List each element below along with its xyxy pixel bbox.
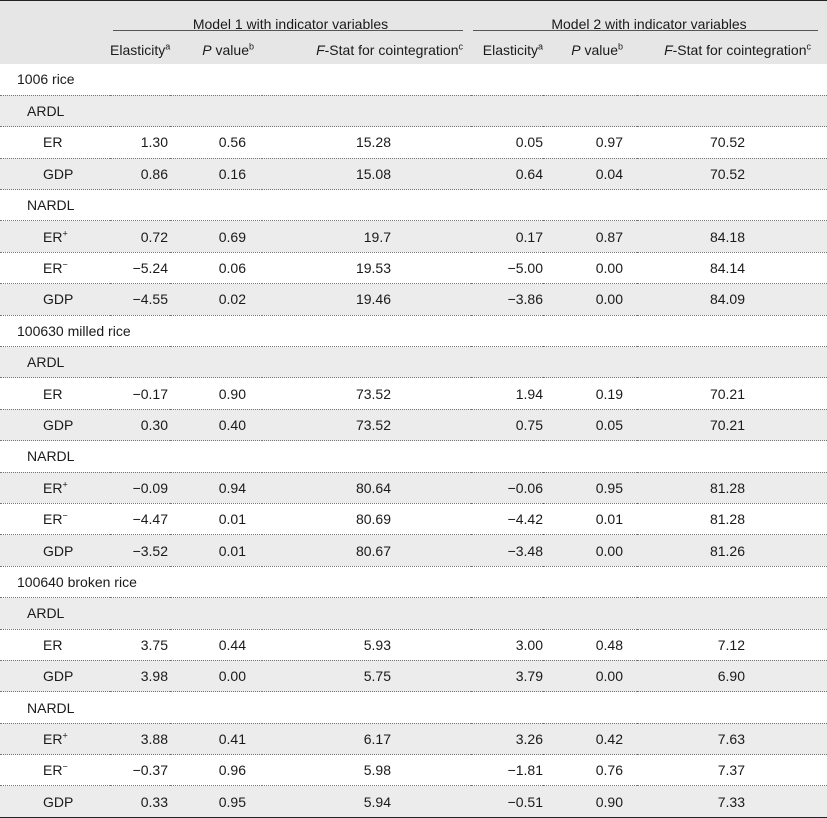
variable-cell xyxy=(0,252,110,283)
m2-p-value-cell: 0.05 xyxy=(543,409,637,440)
col-pvalue-1 xyxy=(170,36,262,64)
m1-elasticity-cell: 1.30 xyxy=(110,127,170,158)
m2-elasticity-cell: −0.06 xyxy=(471,472,543,503)
variable-name: ER xyxy=(43,134,63,151)
m1-elasticity-cell: 0.72 xyxy=(110,221,170,252)
model-label: ARDL xyxy=(0,347,827,378)
variable-name: GDP xyxy=(43,542,74,559)
m2-f-stat-cell: 81.28 xyxy=(637,472,827,503)
section-row xyxy=(0,64,827,95)
m2-elasticity-cell: −4.42 xyxy=(471,503,543,534)
variable-cell xyxy=(0,786,110,817)
section-label: 1006 rice xyxy=(0,64,827,95)
m1-elasticity-cell: −0.17 xyxy=(110,378,170,409)
m2-f-stat-cell: 7.12 xyxy=(637,629,827,660)
m1-f-stat-cell: 73.52 xyxy=(262,409,471,440)
table-row xyxy=(0,158,827,189)
header-stub-2 xyxy=(0,36,110,64)
m2-elasticity-cell: −3.86 xyxy=(471,284,543,315)
variable-name: ER xyxy=(43,228,63,245)
table-row xyxy=(0,409,827,440)
group-2-rule xyxy=(473,30,818,31)
header-text: Elasticity xyxy=(110,42,166,58)
variable-cell xyxy=(0,221,110,252)
header-text: value xyxy=(580,42,618,58)
m2-f-stat-cell: 70.21 xyxy=(637,409,827,440)
model-label: NARDL xyxy=(0,190,827,221)
table-row xyxy=(0,786,827,817)
variable-name: ER xyxy=(43,636,63,653)
header-text: -Stat for cointegration xyxy=(672,42,807,58)
variable-name: GDP xyxy=(43,793,74,810)
m1-p-value-cell: 0.94 xyxy=(170,472,262,503)
m2-p-value-cell: 0.42 xyxy=(543,723,637,754)
table-row xyxy=(0,503,827,534)
m1-p-value-cell: 0.44 xyxy=(170,629,262,660)
model-row xyxy=(0,95,827,126)
footnote-marker: c xyxy=(806,41,811,52)
m1-p-value-cell: 0.69 xyxy=(170,221,262,252)
m1-f-stat-cell: 80.64 xyxy=(262,472,471,503)
m1-f-stat-cell: 19.53 xyxy=(262,252,471,283)
table-body xyxy=(0,64,827,817)
header-italic-part: P xyxy=(202,42,212,58)
m1-elasticity-cell: −5.24 xyxy=(110,252,170,283)
variable-cell xyxy=(0,127,110,158)
variable-sign: − xyxy=(62,510,68,521)
m1-f-stat-cell: 73.52 xyxy=(262,378,471,409)
m2-p-value-cell: 0.48 xyxy=(543,629,637,660)
m2-p-value-cell: 0.95 xyxy=(543,472,637,503)
model-label: ARDL xyxy=(0,598,827,629)
m2-p-value-cell: 0.00 xyxy=(543,284,637,315)
m1-p-value-cell: 0.95 xyxy=(170,786,262,817)
m2-f-stat-cell: 6.90 xyxy=(637,660,827,691)
col-fstat-2 xyxy=(637,36,827,64)
m2-p-value-cell: 0.00 xyxy=(543,252,637,283)
m1-f-stat-cell: 80.69 xyxy=(262,503,471,534)
m2-p-value-cell: 0.97 xyxy=(543,127,637,158)
variable-cell xyxy=(0,723,110,754)
table-row xyxy=(0,252,827,283)
variable-name: GDP xyxy=(43,291,74,308)
m2-elasticity-cell: 3.26 xyxy=(471,723,543,754)
table-row xyxy=(0,378,827,409)
footnote-marker: c xyxy=(458,41,463,52)
m1-f-stat-cell: 15.28 xyxy=(262,127,471,158)
m2-f-stat-cell: 81.26 xyxy=(637,535,827,566)
m1-elasticity-cell: 0.33 xyxy=(110,786,170,817)
m2-f-stat-cell: 81.28 xyxy=(637,503,827,534)
m1-elasticity-cell: −0.09 xyxy=(110,472,170,503)
table-row xyxy=(0,472,827,503)
m1-p-value-cell: 0.16 xyxy=(170,158,262,189)
m2-elasticity-cell: −3.48 xyxy=(471,535,543,566)
m1-f-stat-cell: 5.98 xyxy=(262,755,471,786)
m1-f-stat-cell: 5.93 xyxy=(262,629,471,660)
m2-f-stat-cell: 7.33 xyxy=(637,786,827,817)
variable-sign: + xyxy=(62,479,68,490)
model-row xyxy=(0,598,827,629)
header-text: Elasticity xyxy=(482,42,538,58)
m2-p-value-cell: 0.90 xyxy=(543,786,637,817)
table-row xyxy=(0,629,827,660)
m2-f-stat-cell: 84.14 xyxy=(637,252,827,283)
header-column-row xyxy=(0,36,827,64)
footnote-marker: a xyxy=(165,41,171,52)
m1-elasticity-cell: 3.98 xyxy=(110,660,170,691)
m2-f-stat-cell: 84.09 xyxy=(637,284,827,315)
header-italic-part: F xyxy=(664,42,673,58)
m1-p-value-cell: 0.02 xyxy=(170,284,262,315)
m1-f-stat-cell: 15.08 xyxy=(262,158,471,189)
variable-sign: + xyxy=(62,227,68,238)
variable-cell xyxy=(0,503,110,534)
m1-f-stat-cell: 6.17 xyxy=(262,723,471,754)
m2-f-stat-cell: 70.52 xyxy=(637,127,827,158)
model-row xyxy=(0,692,827,723)
m1-elasticity-cell: −4.55 xyxy=(110,284,170,315)
m1-p-value-cell: 0.01 xyxy=(170,535,262,566)
m2-elasticity-cell: 0.05 xyxy=(471,127,543,158)
m1-p-value-cell: 0.06 xyxy=(170,252,262,283)
table-header xyxy=(0,1,827,65)
header-text: value xyxy=(211,42,249,58)
variable-name: ER xyxy=(43,511,63,528)
variable-name: ER xyxy=(43,479,63,496)
m1-elasticity-cell: −3.52 xyxy=(110,535,170,566)
footnote-marker: a xyxy=(537,41,543,52)
m1-f-stat-cell: 80.67 xyxy=(262,535,471,566)
model-row xyxy=(0,347,827,378)
table-row xyxy=(0,660,827,691)
variable-name: ER xyxy=(43,762,63,779)
m1-elasticity-cell: 3.88 xyxy=(110,723,170,754)
model-label: NARDL xyxy=(0,692,827,723)
model-1-label: Model 1 with indicator variables xyxy=(192,16,389,32)
section-row xyxy=(0,315,827,346)
m1-p-value-cell: 0.96 xyxy=(170,755,262,786)
m2-elasticity-cell: −0.51 xyxy=(471,786,543,817)
section-label: 100630 milled rice xyxy=(0,315,827,346)
m2-p-value-cell: 0.00 xyxy=(543,535,637,566)
variable-name: ER xyxy=(43,260,63,277)
table-row xyxy=(0,535,827,566)
variable-name: GDP xyxy=(43,668,74,685)
m1-f-stat-cell: 5.94 xyxy=(262,786,471,817)
header-text: -Stat for cointegration xyxy=(324,42,459,58)
m2-f-stat-cell: 84.18 xyxy=(637,221,827,252)
m2-f-stat-cell: 70.52 xyxy=(637,158,827,189)
col-elasticity-1 xyxy=(110,36,170,64)
m2-elasticity-cell: 0.75 xyxy=(471,409,543,440)
m1-elasticity-cell: −0.37 xyxy=(110,755,170,786)
m1-p-value-cell: 0.01 xyxy=(170,503,262,534)
m1-p-value-cell: 0.56 xyxy=(170,127,262,158)
variable-cell xyxy=(0,629,110,660)
m2-p-value-cell: 0.76 xyxy=(543,755,637,786)
header-stub xyxy=(0,1,110,37)
table-row xyxy=(0,755,827,786)
col-fstat-1 xyxy=(262,36,471,64)
m2-elasticity-cell: 0.17 xyxy=(471,221,543,252)
model-row xyxy=(0,190,827,221)
col-pvalue-2 xyxy=(543,36,637,64)
group-1-rule xyxy=(113,30,463,31)
variable-cell xyxy=(0,158,110,189)
m1-p-value-cell: 0.90 xyxy=(170,378,262,409)
m2-f-stat-cell: 7.37 xyxy=(637,755,827,786)
m2-elasticity-cell: 1.94 xyxy=(471,378,543,409)
m1-elasticity-cell: 0.30 xyxy=(110,409,170,440)
footnote-marker: b xyxy=(617,41,623,52)
table-row xyxy=(0,221,827,252)
m2-f-stat-cell: 7.63 xyxy=(637,723,827,754)
variable-cell xyxy=(0,472,110,503)
model-label: ARDL xyxy=(0,95,827,126)
header-italic-part: F xyxy=(316,42,325,58)
table-row xyxy=(0,127,827,158)
m1-elasticity-cell: 3.75 xyxy=(110,629,170,660)
variable-cell xyxy=(0,409,110,440)
variable-sign: − xyxy=(62,259,68,270)
footnote-marker: b xyxy=(248,41,254,52)
variable-name: ER xyxy=(43,385,63,402)
variable-cell xyxy=(0,755,110,786)
variable-name: GDP xyxy=(43,416,74,433)
col-elasticity-2 xyxy=(471,36,543,64)
m1-f-stat-cell: 19.46 xyxy=(262,284,471,315)
section-row xyxy=(0,566,827,597)
variable-cell xyxy=(0,660,110,691)
m1-f-stat-cell: 5.75 xyxy=(262,660,471,691)
variable-cell xyxy=(0,284,110,315)
m2-p-value-cell: 0.01 xyxy=(543,503,637,534)
m2-p-value-cell: 0.00 xyxy=(543,660,637,691)
m1-p-value-cell: 0.00 xyxy=(170,660,262,691)
variable-name: GDP xyxy=(43,165,74,182)
variable-sign: + xyxy=(62,730,68,741)
m2-elasticity-cell: 3.79 xyxy=(471,660,543,691)
model-label: NARDL xyxy=(0,441,827,472)
header-italic-part: P xyxy=(571,42,581,58)
table-row xyxy=(0,284,827,315)
m2-p-value-cell: 0.19 xyxy=(543,378,637,409)
variable-cell xyxy=(0,378,110,409)
m1-p-value-cell: 0.41 xyxy=(170,723,262,754)
m1-p-value-cell: 0.40 xyxy=(170,409,262,440)
variable-sign: − xyxy=(62,761,68,772)
m2-p-value-cell: 0.04 xyxy=(543,158,637,189)
m2-elasticity-cell: 3.00 xyxy=(471,629,543,660)
m2-p-value-cell: 0.87 xyxy=(543,221,637,252)
m1-f-stat-cell: 19.7 xyxy=(262,221,471,252)
m2-elasticity-cell: −1.81 xyxy=(471,755,543,786)
m1-elasticity-cell: 0.86 xyxy=(110,158,170,189)
m2-f-stat-cell: 70.21 xyxy=(637,378,827,409)
variable-name: ER xyxy=(43,730,63,747)
m1-elasticity-cell: −4.47 xyxy=(110,503,170,534)
table-row xyxy=(0,723,827,754)
section-label: 100640 broken rice xyxy=(0,566,827,597)
variable-cell xyxy=(0,535,110,566)
m2-elasticity-cell: 0.64 xyxy=(471,158,543,189)
m2-elasticity-cell: −5.00 xyxy=(471,252,543,283)
model-2-label: Model 2 with indicator variables xyxy=(551,16,747,32)
model-row xyxy=(0,441,827,472)
